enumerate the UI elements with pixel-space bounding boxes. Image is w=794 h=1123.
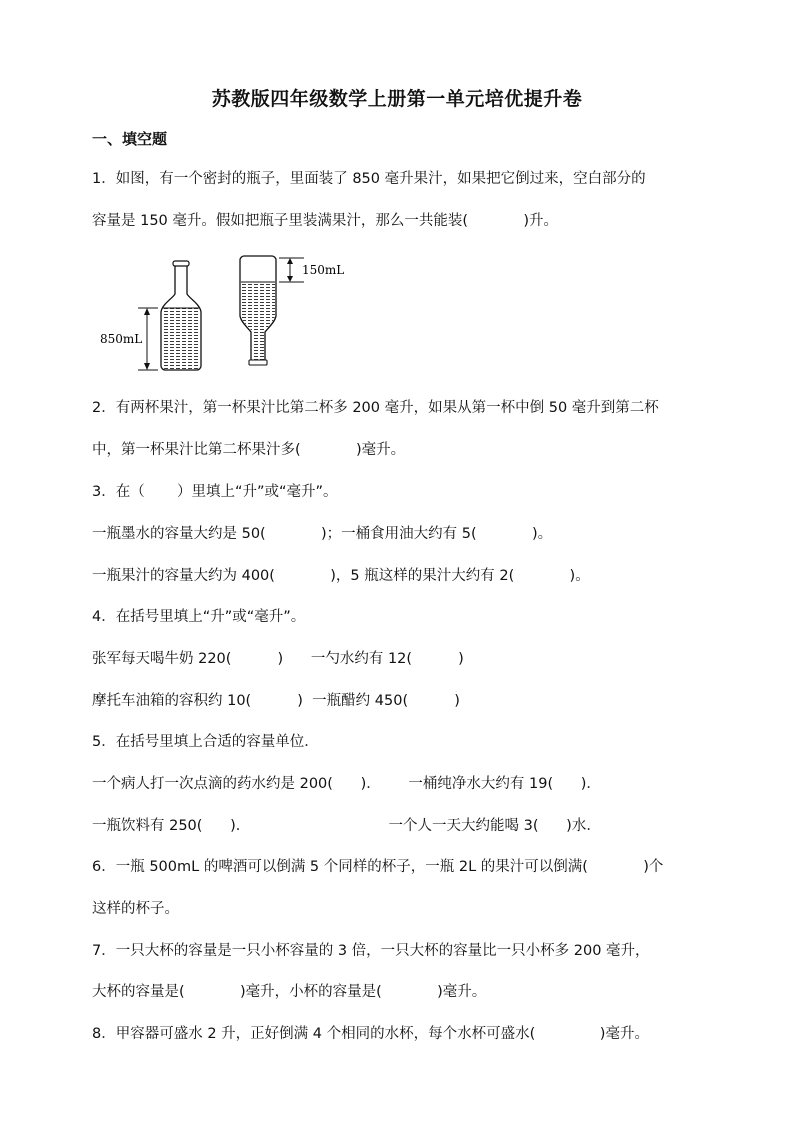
question-4-line-2: 摩托车油箱的容积约 10( ) 一瓶醋约 450( )	[92, 693, 460, 709]
bottle-figure	[92, 250, 392, 378]
question-8-line-1: 8．甲容器可盛水 2 升，正好倒满 4 个相同的水杯，每个水杯可盛水( )毫升。	[92, 1026, 649, 1042]
question-2-line-2: 中，第一杯果汁比第二杯果汁多( )毫升。	[92, 442, 406, 458]
upright-bottle	[161, 261, 201, 370]
question-1-line-1: 1．如图，有一个密封的瓶子，里面装了 850 毫升果汁，如果把它倒过来，空白部分的	[92, 171, 646, 187]
question-6-line-2: 这样的杯子。	[92, 901, 179, 917]
question-3-prompt: 3．在（ ）里填上“升”或“毫升”。	[92, 484, 338, 500]
question-3-line-1: 一瓶墨水的容量大约是 50( )；一桶食用油大约有 5( )。	[92, 526, 553, 542]
label-150ml: 150mL	[302, 263, 345, 277]
inverted-bottle	[240, 256, 276, 365]
question-5-prompt: 5．在括号里填上合适的容量单位．	[92, 734, 319, 750]
question-6-line-1: 6．一瓶 500mL 的啤酒可以倒满 5 个同样的杯子，一瓶 2L 的果汁可以倒满( )个	[92, 859, 664, 875]
measure-150	[279, 258, 304, 282]
bottle-diagram	[92, 250, 392, 378]
question-7-line-1: 7．一只大杯的容量是一只小杯容量的 3 倍，一只大杯的容量比一只小杯多 200 毫升，	[92, 943, 650, 959]
question-1-line-2: 容量是 150 毫升。假如把瓶子里装满果汁，那么一共能装( )升。	[92, 213, 559, 229]
question-5-line-1: 一个病人打一次点滴的药水约是 200( )． 一桶纯净水大约有 19( )．	[92, 776, 601, 792]
question-3-line-2: 一瓶果汁的容量大约为 400( )，5 瓶这样的果汁大约有 2( )。	[92, 568, 590, 584]
question-7-line-2: 大杯的容量是( )毫升，小杯的容量是( )毫升。	[92, 984, 487, 1000]
label-850ml: 850mL	[100, 332, 143, 346]
section-heading: 一、填空题	[92, 130, 168, 148]
question-5-line-2: 一瓶饮料有 250( )． 一个人一天大约能喝 3( )水．	[92, 818, 601, 834]
question-4-prompt: 4．在括号里填上“升”或“毫升”。	[92, 609, 306, 625]
question-4-line-1: 张军每天喝牛奶 220( ) 一勺水约有 12( )	[92, 651, 464, 667]
question-2-line-1: 2．有两杯果汁，第一杯果汁比第二杯多 200 毫升，如果从第一杯中倒 50 毫升到第二杯	[92, 400, 659, 416]
page-title: 苏教版四年级数学上册第一单元培优提升卷	[211, 88, 583, 110]
